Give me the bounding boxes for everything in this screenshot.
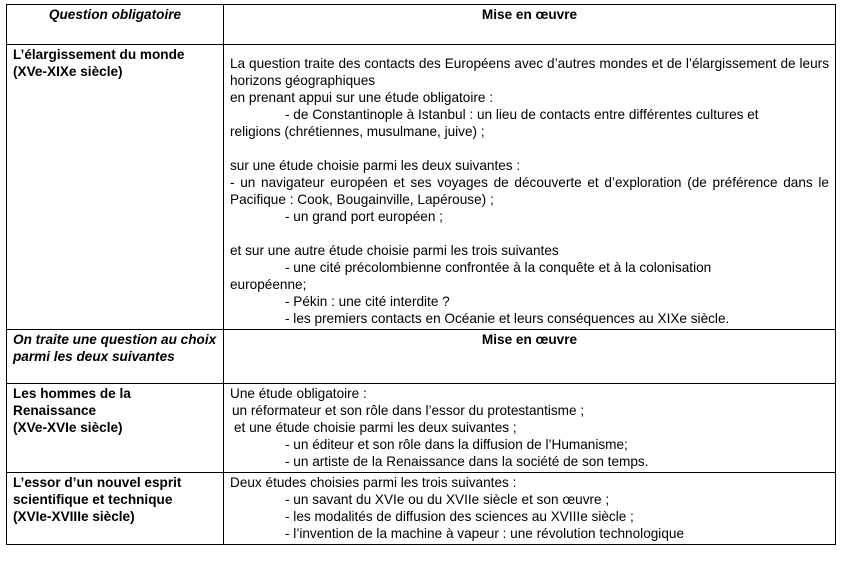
section1-obligatory-item-cont: religions (chrétiennes, musulmane, juive) ;: [230, 124, 485, 139]
spacer: [230, 225, 829, 242]
section3-question-cell: [7, 473, 224, 545]
section1-choice-three-item2: - Pékin : une cité interdite ?: [285, 294, 450, 309]
header2-implementation-cell: [224, 330, 836, 384]
section1-obligatory-item: - de Constantinople à Istanbul : un lieu de contacts entre différentes cultures et: [285, 107, 759, 122]
section1-intro: La question traite des contacts des Européens avec d’autres mondes et de l’élargissement de leurs horizons géographiques: [230, 56, 829, 88]
section3-content-cell: [224, 473, 836, 545]
section3-question-title: L’essor d’un nouvel esprit scientifique et technique: [13, 475, 182, 507]
header2-question-cell: [7, 330, 224, 384]
section2-question-period: (XVe-XVIe siècle): [13, 420, 123, 435]
section3-line1: Deux études choisies parmi les trois suivantes :: [230, 475, 517, 490]
section1-question-period: (XVe-XIXe siècle): [13, 64, 123, 79]
section3-item1: - un savant du XVIe ou du XVIIe siècle et son œuvre ;: [285, 492, 610, 507]
section1-choice-two-item2: - un grand port européen ;: [285, 209, 443, 224]
header2-question-label: On traite une question au choix parmi les deux suivantes: [13, 332, 217, 364]
header2-row: [7, 330, 836, 384]
section1-obligatory-lead: en prenant appui sur une étude obligatoire :: [230, 90, 494, 105]
section1-choice-three-item1-cont: européenne;: [230, 277, 307, 292]
section2-item1: - un éditeur et son rôle dans la diffusion de l’Humanisme;: [285, 437, 628, 452]
section3-question-period: (XVIe-XVIIIe siècle): [13, 509, 135, 524]
section1-content-cell: [224, 45, 836, 330]
section1-choice-three-item3: - les premiers contacts en Océanie et leurs conséquences au XIXe siècle.: [285, 311, 730, 326]
section2-line1: Une étude obligatoire :: [230, 386, 367, 401]
header2-implementation-label: Mise en œuvre: [481, 332, 578, 347]
section3-item3: - l’invention de la machine à vapeur : une révolution technologique: [285, 526, 685, 541]
section1-row: [7, 45, 836, 330]
section3-item2: - les modalités de diffusion des sciences au XVIIIe siècle ;: [285, 509, 634, 524]
section1-choice-two-lead: sur une étude choisie parmi les deux suivantes :: [230, 158, 521, 173]
section1-question-cell: [7, 45, 224, 330]
section1-choice-three-lead: et sur une autre étude choisie parmi les trois suivantes: [230, 243, 559, 258]
section2-question-title: Les hommes de la Renaissance: [13, 386, 131, 418]
header-implementation-label: Mise en œuvre: [481, 7, 578, 22]
program-table: [6, 4, 836, 545]
header-question-cell: [7, 5, 224, 45]
section2-line2: un réformateur et son rôle dans l’essor du protestantisme ;: [232, 403, 585, 418]
header-row: [7, 5, 836, 45]
section2-row: [7, 384, 836, 473]
section1-choice-three-item1: - une cité précolombienne confrontée à la conquête et à la colonisation: [285, 260, 712, 275]
section2-content-cell: [224, 384, 836, 473]
section3-row: [7, 473, 836, 545]
section1-question-title: L’élargissement du monde: [13, 47, 185, 62]
section2-question-cell: [7, 384, 224, 473]
section2-item2: - un artiste de la Renaissance dans la société de son temps.: [285, 454, 649, 469]
section1-choice-two-item1: - un navigateur européen et ses voyages de découverte et d’exploration (de préférence dans le Pacifique : Cook, Bougainville, Lapérouse) ;: [230, 175, 829, 207]
spacer: [230, 140, 829, 157]
section2-line3: et une étude choisie parmi les deux suivantes ;: [234, 420, 517, 435]
header-question-label: Question obligatoire: [48, 7, 182, 22]
header-implementation-cell: [224, 5, 836, 45]
